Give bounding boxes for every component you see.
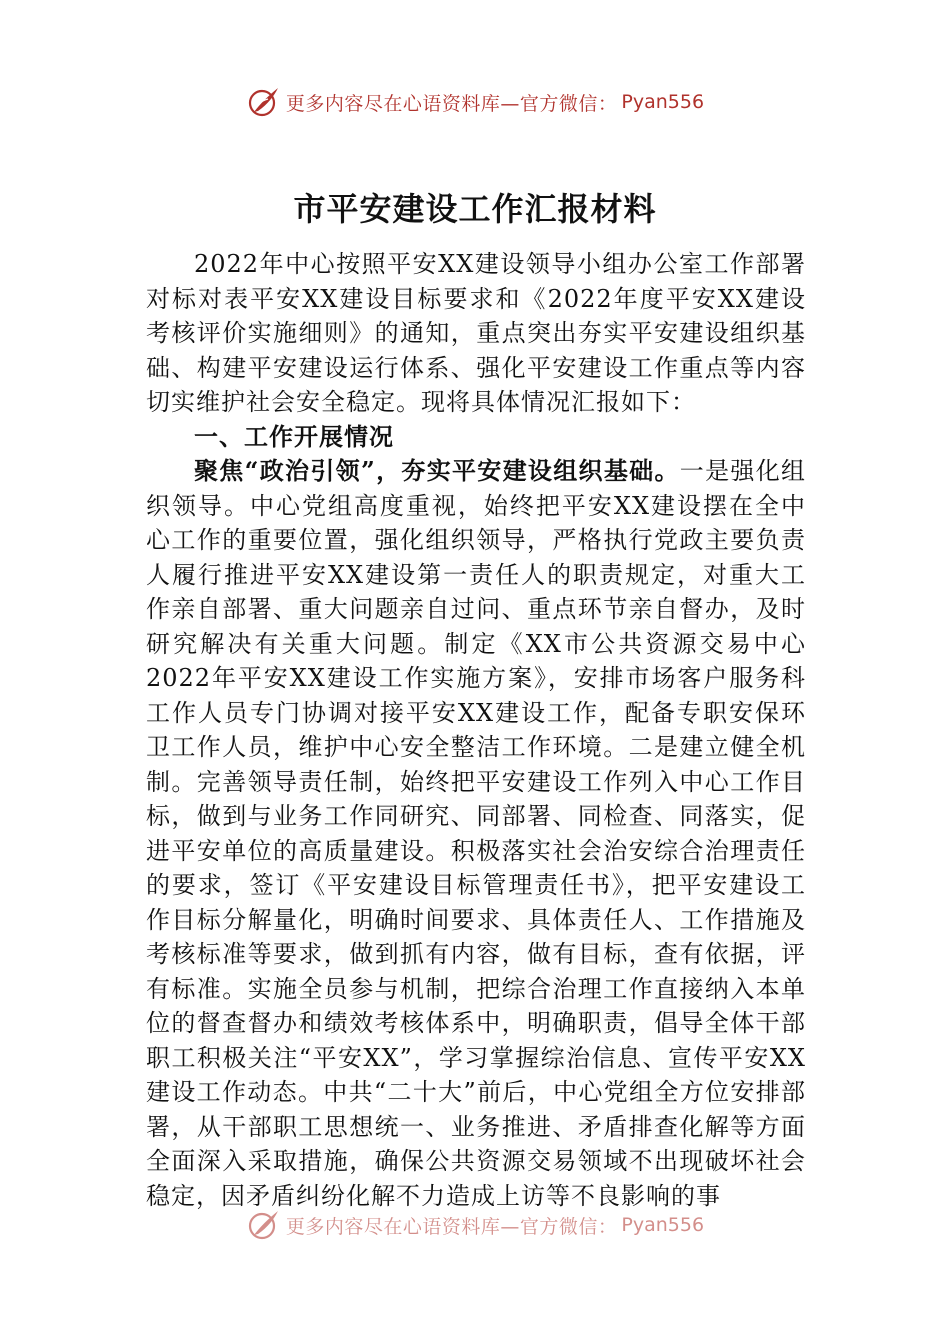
paragraph-text: 一是强化组织领导。中心党组高度重视，始终把平安XX建设摆在全中心工作的重要位置，强化组织领导，严格执行党政主要负责人履行推进平安XX建设第一责任人的职责规定，对重大工作亲自部署、重大问题亲自过问、重点环节亲自督办，及时研究解决有关重大问题。制定《XX市公共资源交易中心2022年平安XX建设工作实施方案》，安排市场客户服务科工作人员专门协调对接平安XX建设工作，配备专职安保环卫工作人员，维护中心安全整洁工作环境。二是建立健全机制。完善领导责任制，始终把平安建设工作列入中心工作目标，做到与业务工作同研究、同部署、同检查、同落实，促进平安单位的高质量建设。积极落实社会治安综合治理责任的要求，签订《平安建设目标管理责任书》，把平安建设工作目标分解量化，明确时间要求、具体责任人、工作措施及考核标准等要求，做到抓有内容，做有目标，查有依据，评有标准。实施全员参与机制，把综合治理工作直接纳入本单位的督查督办和绩效考核体系中，明确职责，倡导全体干部职工积极关注“平安XX”，学习掌握综治信息、宣传平安XX建设工作动态。中共“二十大”前后，中心党组全方位安排部署，从干部职工思想统一、业务推进、矛盾排查化解等方面全面深入采取措施，确保公共资源交易领域不出现破坏社会稳定，因矛盾纠纷化解不力造成上访等不良影响的事 — [146, 457, 807, 1210]
body-paragraph — [146, 454, 806, 1213]
quill-pen-logo-icon — [246, 84, 282, 120]
watermark-wechat-id: Pyan556 — [621, 91, 705, 113]
document-title: 市平安建设工作汇报材料 — [293, 190, 657, 228]
paragraph-lead: 聚焦“政治引领”，夯实平安建设组织基础。 — [194, 456, 680, 485]
watermark-footer — [0, 1205, 950, 1245]
watermark-header — [0, 82, 950, 122]
watermark-wechat-id: Pyan556 — [621, 1214, 705, 1236]
watermark-text: 更多内容尽在心语资料库—官方微信： — [285, 92, 618, 115]
document-body — [146, 247, 806, 1213]
quill-pen-logo-icon — [246, 1207, 282, 1243]
watermark-text: 更多内容尽在心语资料库—官方微信： — [285, 1215, 618, 1238]
section-heading: 一、工作开展情况 — [194, 421, 394, 451]
intro-paragraph: 2022年中心按照平安XX建设领导小组办公室工作部署对标对表平安XX建设目标要求和《2022年度平安XX建设考核评价实施细则》的通知，重点突出夯实平安建设组织基础、构建平安建设运行体系、强化平安建设工作重点等内容切实维护社会安全稳定。现将具体情况汇报如下： — [146, 250, 806, 416]
